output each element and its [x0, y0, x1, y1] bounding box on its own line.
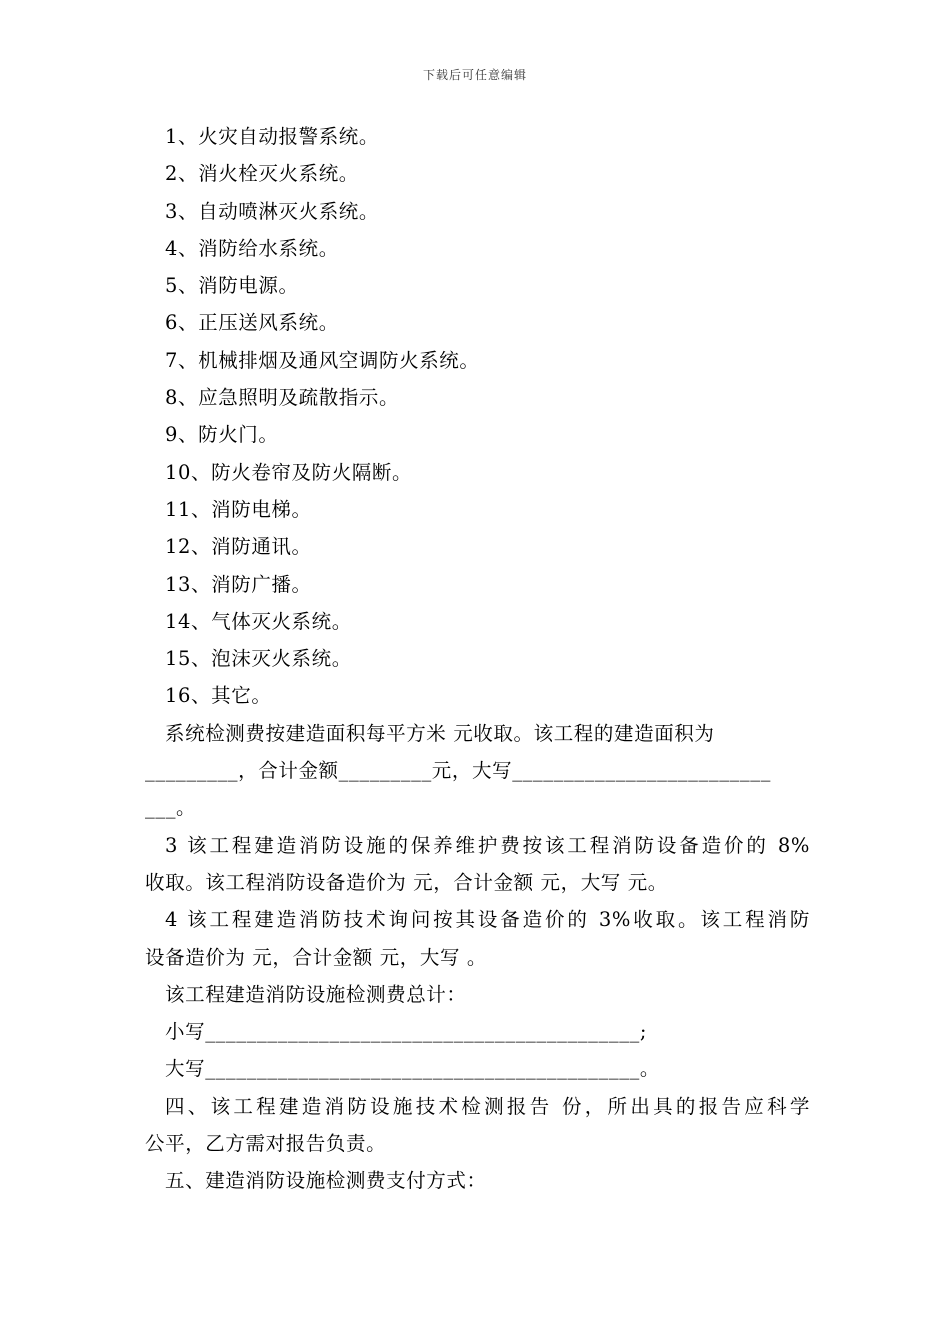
total-lowercase: 小写__________________________________________;	[165, 1020, 648, 1044]
list-item: 10、防火卷帘及防火隔断。	[165, 460, 413, 484]
consult-paragraph-line-1: 4 该工程建造消防技术询问按其设备造价的 3%收取。该工程消防	[165, 908, 810, 932]
list-item: 9、防火门。	[165, 423, 279, 447]
list-item: 2、消火栓灭火系统。	[165, 162, 359, 186]
section-4-line-1: 四、该工程建造消防设施技术检测报告 份，所出具的报告应科学	[165, 1094, 810, 1118]
maintenance-paragraph-line-2: 收取。该工程消防设备造价为 元，合计金额 元，大写 元。	[145, 870, 668, 894]
document-body	[145, 118, 810, 1200]
list-item: 14、气体灭火系统。	[165, 609, 352, 633]
page-header: 下载后可任意编辑	[422, 68, 527, 82]
fee-paragraph-line-1: 系统检测费按建造面积每平方米 元收取。该工程的建造面积为	[165, 721, 715, 745]
maintenance-paragraph-line-1: 3 该工程建造消防设施的保养维护费按该工程消防设备造价的 8%	[165, 833, 810, 857]
list-item: 15、泡沫灭火系统。	[165, 647, 352, 671]
consult-paragraph-line-2: 设备造价为 元，合计金额 元，大写 。	[145, 945, 487, 969]
total-title: 该工程建造消防设施检测费总计：	[165, 982, 467, 1006]
list-item: 5、消防电源。	[165, 274, 299, 298]
fee-paragraph-line-3: ___。	[145, 796, 197, 820]
list-item: 11、消防电梯。	[165, 497, 312, 521]
list-item: 6、正压送风系统。	[165, 311, 339, 335]
section-5-title: 五、建造消防设施检测费支付方式：	[165, 1169, 487, 1193]
list-item: 4、消防给水系统。	[165, 236, 339, 260]
list-item: 3、自动喷淋灭火系统。	[165, 199, 380, 223]
list-item: 8、应急照明及疏散指示。	[165, 386, 400, 410]
list-item: 16、其它。	[165, 684, 272, 708]
list-item: 12、消防通讯。	[165, 535, 312, 559]
total-uppercase: 大写__________________________________________。	[165, 1057, 660, 1081]
list-item: 13、消防广播。	[165, 572, 312, 596]
list-item: 1、火灾自动报警系统。	[165, 125, 380, 148]
fee-paragraph-line-2: _________，合计金额_________元，大写_________________________	[145, 759, 771, 783]
section-4-line-2: 公平，乙方需对报告负责。	[145, 1132, 387, 1156]
list-item: 7、机械排烟及通风空调防火系统。	[165, 348, 480, 372]
